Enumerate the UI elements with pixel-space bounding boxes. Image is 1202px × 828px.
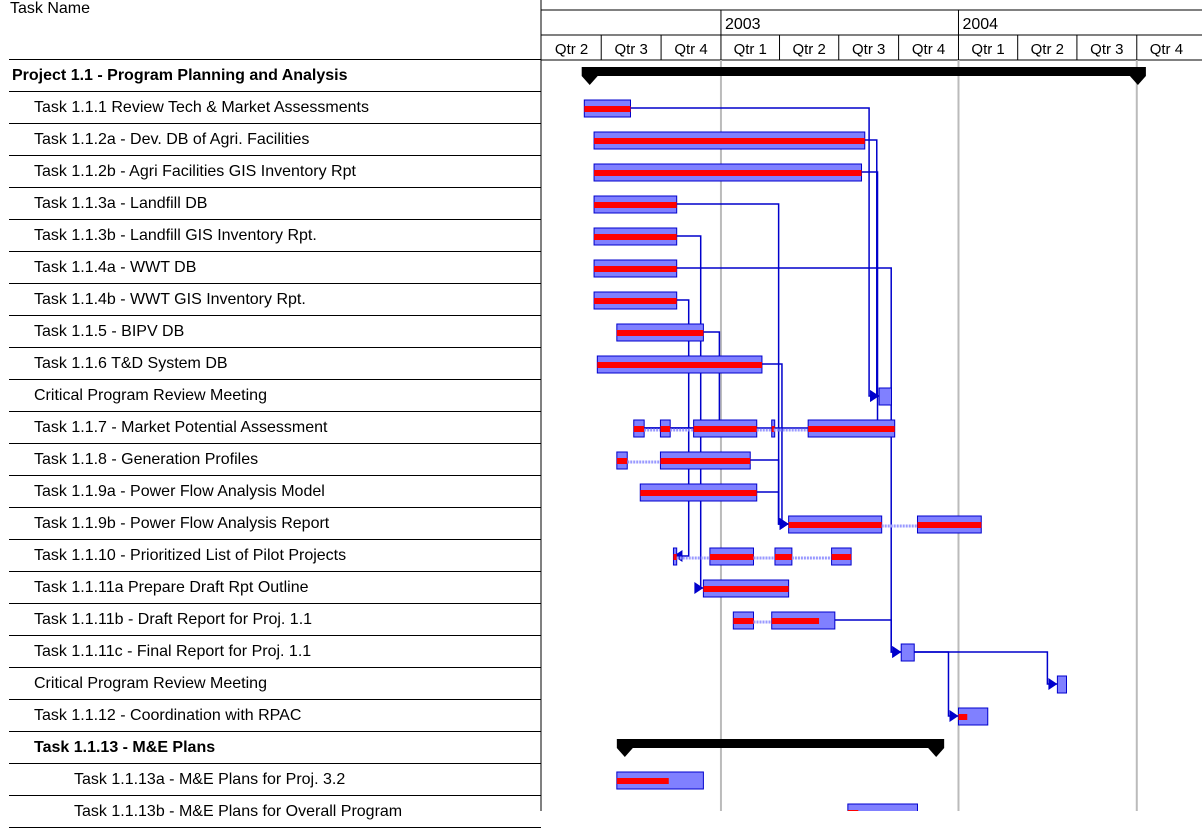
task-name-header[interactable]: Task Name [9, 0, 541, 60]
progress-bar [617, 458, 627, 464]
dependency-link [677, 236, 704, 588]
progress-bar [660, 458, 750, 464]
dependency-arrowhead [892, 646, 901, 658]
progress-bar [917, 522, 981, 528]
task-row-name[interactable]: Task 1.1.9b - Power Flow Analysis Report [9, 508, 541, 540]
quarter-label: Qtr 4 [911, 41, 946, 58]
progress-bar [694, 426, 757, 432]
dependency-arrowhead [780, 518, 789, 530]
task-bar [879, 388, 891, 405]
progress-bar [594, 202, 677, 208]
task-row-name[interactable]: Task 1.1.7 - Market Potential Assessment [9, 412, 541, 444]
quarter-label: Qtr 1 [971, 41, 1005, 58]
dependency-link [631, 108, 880, 396]
progress-bar [617, 778, 669, 784]
quarter-label: Qtr 2 [554, 41, 589, 58]
summary-end-marker [928, 748, 944, 757]
dependency-link [914, 652, 958, 716]
progress-bar [789, 522, 882, 528]
task-row-name[interactable]: Critical Program Review Meeting [9, 668, 541, 700]
quarter-label: Qtr 3 [614, 41, 648, 58]
progress-bar [808, 426, 895, 432]
task-row-name[interactable]: Critical Program Review Meeting [9, 380, 541, 412]
quarter-label: Qtr 4 [1149, 41, 1184, 58]
progress-bar [772, 618, 819, 624]
progress-bar [584, 106, 630, 112]
progress-bar [594, 266, 677, 272]
year-label-2003: 2003 [724, 16, 761, 33]
dependency-link [835, 620, 901, 652]
progress-bar [594, 234, 677, 240]
task-row-name[interactable]: Task 1.1.11c - Final Report for Proj. 1.1 [9, 636, 541, 668]
task-row-name[interactable]: Task 1.1.8 - Generation Profiles [9, 444, 541, 476]
progress-bar [594, 170, 861, 176]
task-bar [1057, 676, 1066, 693]
summary-bar [582, 67, 1146, 76]
year-label-2004: 2004 [962, 16, 999, 33]
task-row-name[interactable]: Task 1.1.11b - Draft Report for Proj. 1.1 [9, 604, 541, 636]
dependency-link [762, 364, 789, 524]
task-row-name[interactable]: Task 1.1.2b - Agri Facilities GIS Inventory Rpt [9, 156, 541, 188]
dependency-link [634, 332, 720, 428]
task-row-name[interactable]: Task 1.1.4b - WWT GIS Inventory Rpt. [9, 284, 541, 316]
dependency-link [757, 492, 789, 524]
task-row-name[interactable]: Project 1.1 - Program Planning and Analysis [9, 60, 541, 92]
task-row-name[interactable]: Task 1.1.13a - M&E Plans for Proj. 3.2 [9, 764, 541, 796]
progress-bar [660, 426, 670, 432]
quarter-label: Qtr 3 [852, 41, 886, 58]
task-row-name[interactable]: Task 1.1.13b - M&E Plans for Overall Program [9, 796, 541, 828]
task-row-name[interactable]: Task 1.1.4a - WWT DB [9, 252, 541, 284]
quarter-label: Qtr 1 [733, 41, 767, 58]
task-row-name[interactable]: Task 1.1.9a - Power Flow Analysis Model [9, 476, 541, 508]
task-row-name[interactable]: Task 1.1.2a - Dev. DB of Agri. Facilities [9, 124, 541, 156]
progress-bar [594, 298, 677, 304]
progress-bar [640, 490, 756, 496]
dependency-link [914, 652, 1057, 684]
progress-bar [958, 714, 967, 720]
task-row-name[interactable]: Task 1.1.12 - Coordination with RPAC [9, 700, 541, 732]
quarter-label: Qtr 2 [792, 41, 826, 58]
summary-end-marker [1130, 76, 1146, 85]
progress-bar [775, 554, 792, 560]
task-row-name[interactable]: Task 1.1.1 Review Tech & Market Assessments [9, 92, 541, 124]
task-bar [848, 804, 918, 811]
quarter-label: Qtr 4 [674, 41, 708, 58]
task-row-name[interactable]: Task 1.1.3b - Landfill GIS Inventory Rpt. [9, 220, 541, 252]
quarter-label: Qtr 3 [1090, 41, 1124, 58]
task-bar [901, 644, 914, 661]
progress-bar [634, 426, 644, 432]
dependency-arrowhead [694, 582, 703, 594]
task-row-name[interactable]: Task 1.1.5 - BIPV DB [9, 316, 541, 348]
progress-bar [710, 554, 754, 560]
progress-bar [594, 138, 865, 144]
task-row-name[interactable]: Task 1.1.3a - Landfill DB [9, 188, 541, 220]
task-row-name[interactable]: Task 1.1.13 - M&E Plans [9, 732, 541, 764]
summary-bar [617, 739, 944, 748]
progress-bar [703, 586, 788, 592]
task-row-name[interactable]: Task 1.1.6 T&D System DB [9, 348, 541, 380]
progress-bar [617, 330, 704, 336]
dependency-arrowhead [1048, 678, 1057, 690]
summary-start-marker [582, 76, 598, 85]
progress-bar [597, 362, 762, 368]
progress-bar [673, 554, 676, 560]
task-row-name[interactable]: Task 1.1.10 - Prioritized List of Pilot Projects [9, 540, 541, 572]
dependency-arrowhead [949, 710, 958, 722]
task-row-name[interactable]: Task 1.1.11a Prepare Draft Rpt Outline [9, 572, 541, 604]
quarter-label: Qtr 2 [1030, 41, 1064, 58]
progress-bar [832, 554, 852, 560]
summary-start-marker [617, 748, 633, 757]
progress-bar [733, 618, 753, 624]
